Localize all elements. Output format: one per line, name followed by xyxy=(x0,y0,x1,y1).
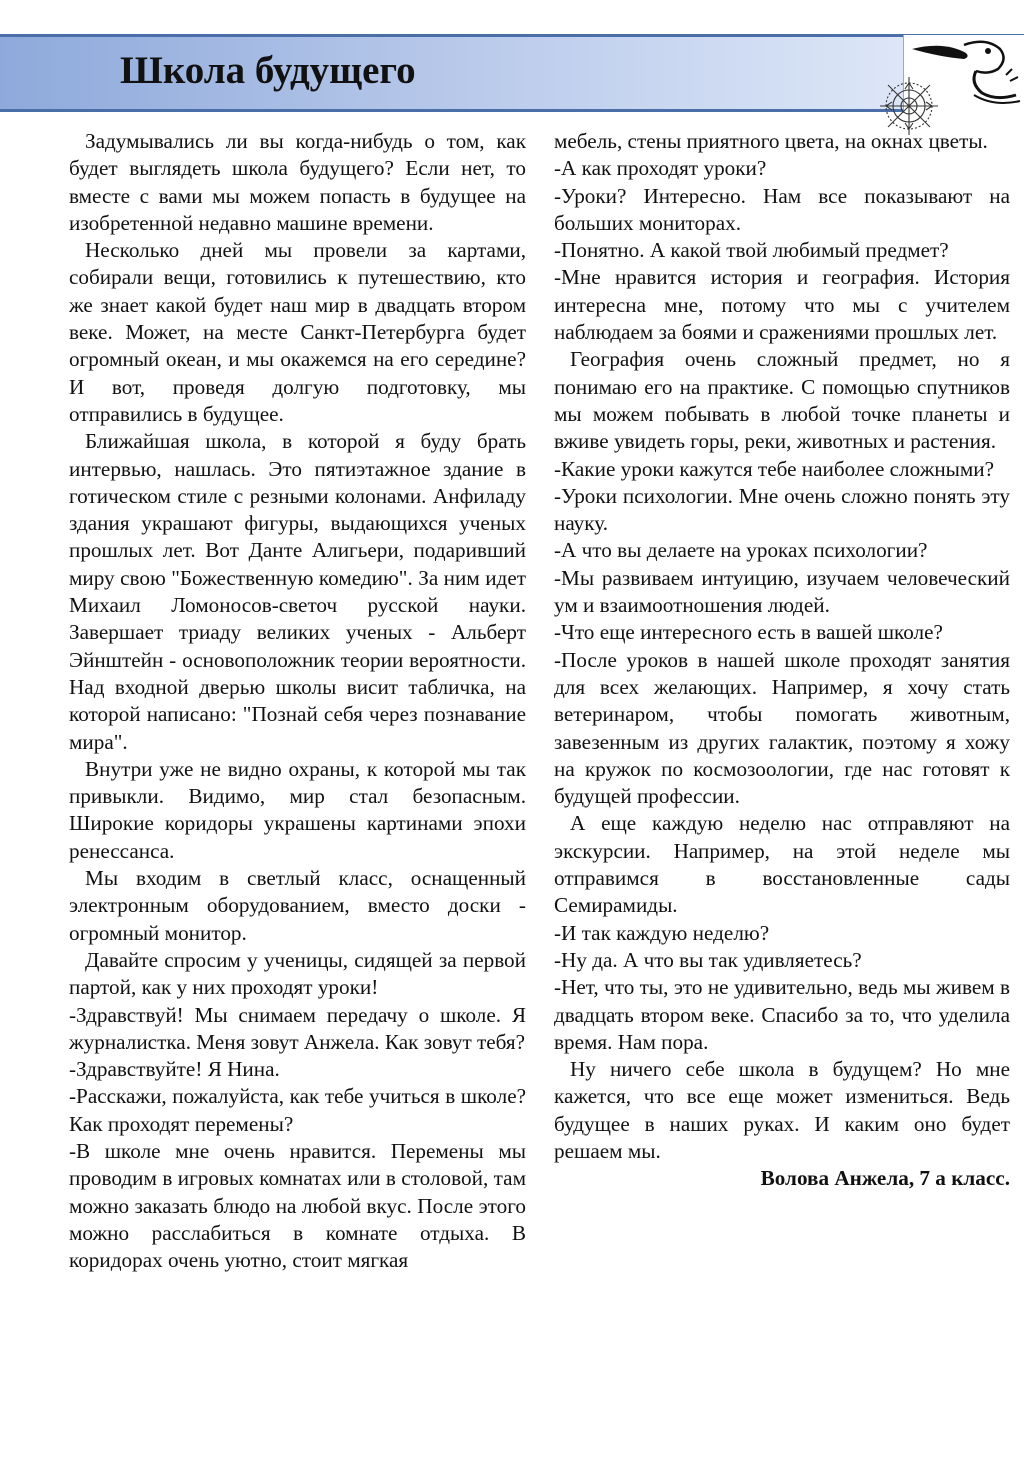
article-paragraph: -Уроки психологии. Мне очень сложно понять эту науку. xyxy=(554,483,1010,536)
page-title: Школа будущего xyxy=(120,49,416,92)
article-paragraph: Давайте спросим у ученицы, сидящей за первой партой, как у них проходят уроки! xyxy=(69,947,526,1000)
article-paragraph: -Понятно. А какой твой любимый предмет? xyxy=(554,238,949,263)
article-paragraph: Ближайшая школа, в которой я буду брать интервью, нашлась. Это пятиэтажное здание в готическом стиле с резными колонами. Анфиладу здания украшают фигуры, выдающихся ученых прошлых лет. Вот Данте Алигьери, подаривший миру свою "Божественную комедию". За ним идет Михаил Ломоносов-светоч русской науки. Завершает триаду великих ученых - Альберт Эйнштейн - основоположник теории вероятности. Над входной дверью школы висит табличка, на которой написано: "Познай себя через познавание мира". xyxy=(69,429,526,754)
article-paragraph: Ну ничего себе школа в будущем? Но мне кажется, что все еще может измениться. Ведь будущее в наших руках. И каким оно будет решаем мы. xyxy=(554,1057,1010,1163)
article-paragraph: Несколько дней мы провели за картами, собирали вещи, готовились к путешествию, кто же знает какой будет наш мир в двадцать втором веке. Может, на месте Санкт-Петербурга будет огромный океан, и мы окажемся на его середине? И вот, проведя долгую подготовку, мы отправились в будущее. xyxy=(69,238,526,426)
article-left-column xyxy=(69,128,526,1274)
article-paragraph: -Нет, что ты, это не удивительно, ведь мы живем в двадцать втором веке. Спасибо за то, что уделила время. Нам пора. xyxy=(554,975,1010,1054)
article-paragraph: Внутри уже не видно охраны, к которой мы так привыкли. Видимо, мир стал безопасным. Широкие коридоры украшены картинами эпохи ренессанса. xyxy=(69,756,526,863)
article-paragraph: -И так каждую неделю? xyxy=(554,920,770,945)
article-paragraph: -После уроков в нашей школе проходят занятия для всех желающих. Например, я хочу стать ветеринаром, чтобы помогать животным, завезенным из других галактик, поэтому я хожу на кружок по космозоологии, где нас готовят к будущей профессии. xyxy=(554,647,1010,809)
article-paragraph: мебель, стены приятного цвета, на окнах цветы. xyxy=(554,129,988,153)
header-banner xyxy=(0,34,1024,112)
article-paragraph: -Ну да. А что вы так удивляетесь? xyxy=(554,947,862,972)
article-paragraph: -А как проходят уроки? xyxy=(554,156,767,181)
article-paragraph: А еще каждую неделю нас отправляют на экскурсии. Например, на этой неделе мы отправимся в восстановленные сады Семирамиды. xyxy=(554,811,1010,918)
article-paragraph: Задумывались ли вы когда-нибудь о том, как будет выглядеть школа будущего? Если нет, то вместе с вами мы можем попасть в будущее на изобретенной недавно машине времени. xyxy=(69,129,526,235)
article-paragraph: -Расскажи, пожалуйста, как тебе учиться в школе? Как проходят перемены? xyxy=(69,1084,526,1136)
article-paragraph: -В школе мне очень нравится. Перемены мы проводим в игровых комнатах или в столовой, там можно заказать блюдо на любой вкус. После этого можно расслабиться в комнате отдыха. В коридорах очень уютно, стоит мягкая xyxy=(69,1138,526,1273)
article-paragraph: Мы входим в светлый класс, оснащенный электронным оборудованием, вместо доски - огромный монитор. xyxy=(69,866,526,945)
article-paragraph: -А что вы делаете на уроках психологии? xyxy=(554,538,928,563)
article-paragraph: -Что еще интересного есть в вашей школе? xyxy=(554,620,943,645)
article-paragraph: -Мне нравится история и география. История интересна мне, потому что мы с учителем наблюдаем за боями и сражениями прошлых лет. xyxy=(554,265,1010,345)
article-paragraph: -Уроки? Интересно. Нам все показывают на больших мониторах. xyxy=(554,183,1010,235)
article-paragraph: -Здравствуйте! Я Нина. xyxy=(69,1057,280,1082)
article-paragraph: -Здравствуй! Мы снимаем передачу о школе. Я журналистка. Меня зовут Анжела. Как зовут тебя? xyxy=(69,1002,526,1054)
author-signature: Волова Анжела, 7 а класс. xyxy=(760,1166,1010,1191)
article-paragraph: География очень сложный предмет, но я понимаю его на практике. С помощью спутников мы можем побывать в любой точке планеты и вживе увидеть горы, реки, животных и растения. xyxy=(554,347,1010,454)
article-paragraph: -Мы развиваем интуицию, изучаем человеческий ум и взаимоотношения людей. xyxy=(554,565,1010,618)
article-right-column xyxy=(554,128,1010,1193)
article-paragraph: -Какие уроки кажутся тебе наиболее сложными? xyxy=(554,456,995,481)
